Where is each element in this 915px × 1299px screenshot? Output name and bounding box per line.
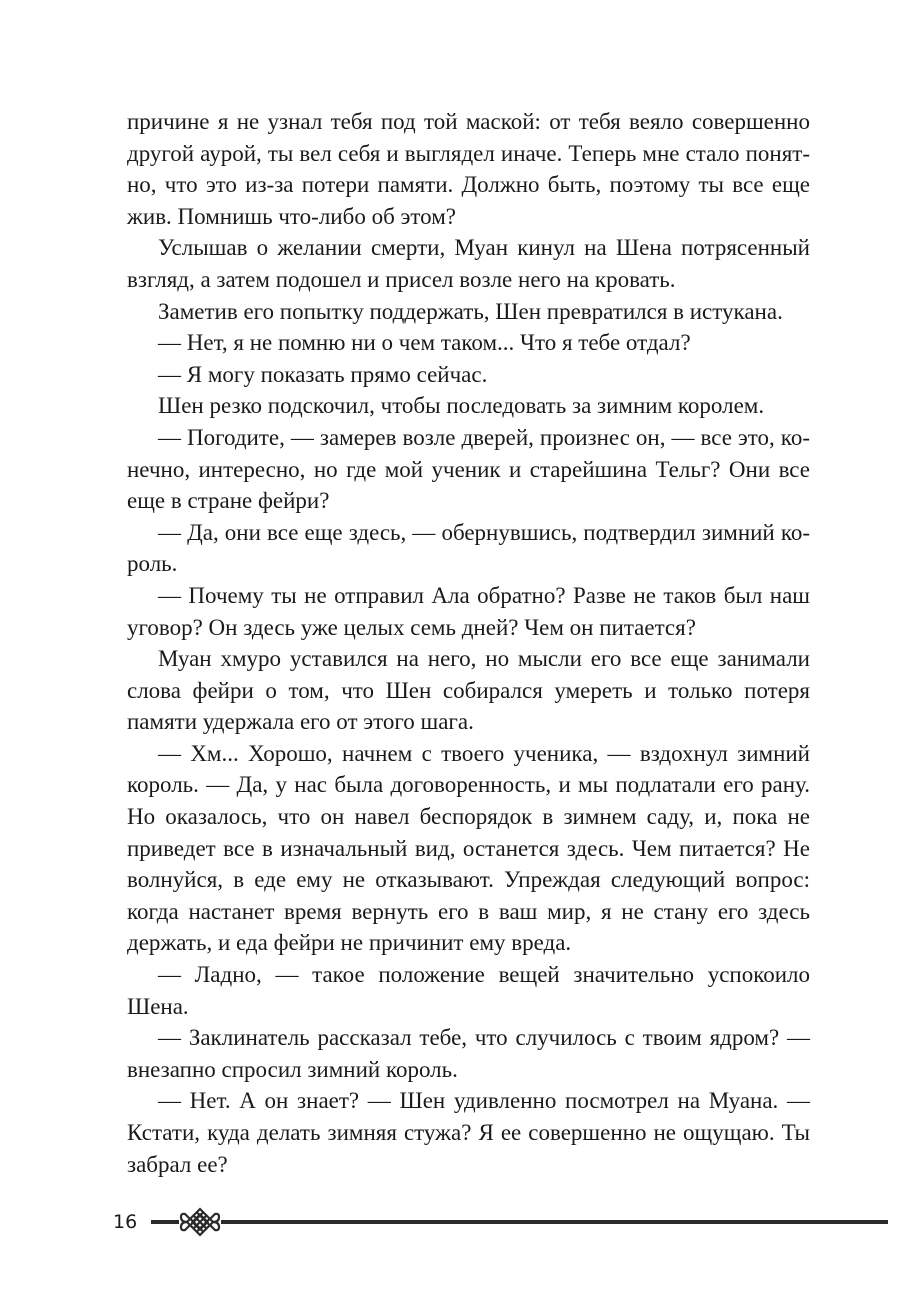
paragraph-5: — Я могу показать прямо сейчас. (158, 361, 488, 387)
page-footer (113, 1206, 888, 1238)
paragraph-10: Муан хмуро уставился на него, но мысли его все еще занимали слова фейри о том, что Шен собирался умереть и только потеря памяти удержала его от этого шага. (127, 646, 810, 735)
endless-knot-icon (179, 1206, 221, 1238)
paragraph-14: — Нет. А он знает? — Шен удивленно посмотрел на Муана. — Кстати, куда делать зимняя стужа? Я ее совершенно не ощущаю. Ты забрал ее? (127, 1088, 810, 1177)
paragraph-11: — Хм... Хорошо, начнем с твоего ученика, — вздохнул зимний король. — Да, у нас была договоренность, и мы подлатали его рану. Но оказалось, что он навел беспорядок в зимнем саду, и, пока не приведет все в изначальный вид, останется здесь. Чем питается? Не волнуйся, в еде ему не отказывают. Упреждая следующий вопрос: когда настанет время вернуть его в ваш мир, я не стану его здесь держать, и еда фейри не причинит ему вреда. (127, 740, 810, 956)
paragraph-8: — Да, они все еще здесь, — обернувшись, подтвердил зимний король. (127, 519, 810, 577)
page-number: 16 (113, 1211, 138, 1233)
paragraph-4: — Нет, я не помню ни о чем таком... Что я тебе отдал? (158, 330, 691, 356)
body-text (127, 106, 810, 1180)
paragraph-7: — Погодите, — замерев возле дверей, произнес он, — все это, конечно, интересно, но где мой ученик и старейшина Тельг? Они все еще в стране фейри? (127, 424, 810, 514)
paragraph-6: Шен резко подскочил, чтобы последовать за зимним королем. (158, 393, 765, 419)
paragraph-12: — Ладно, — такое положение вещей значительно успокоило Шена. (127, 962, 810, 1019)
paragraph-1: причине я не узнал тебя под той маской: от тебя веяло совершенно другой аурой, ты вел себя и выглядел иначе. Теперь мне стало понятно, что это из-за потери памяти. Должно быть, поэтому ты все еще жив. Помнишь что-либо об этом? (127, 109, 810, 229)
paragraph-3: Заметив его попытку поддержать, Шен превратился в истукана. (158, 298, 783, 324)
paragraph-2: Услышав о желании смерти, Муан кинул на Шена потрясенный взгляд, а затем подошел и присел возле него на кровать. (127, 235, 810, 292)
paragraph-13: — Заклинатель рассказал тебе, что случилось с твоим ядром? — внезапно спросил зимний король. (127, 1025, 810, 1082)
footer-rule (151, 1220, 888, 1224)
paragraph-9: — Почему ты не отправил Ала обратно? Разве не таков был наш уговор? Он здесь уже целых семь дней? Чем он питается? (127, 582, 810, 640)
